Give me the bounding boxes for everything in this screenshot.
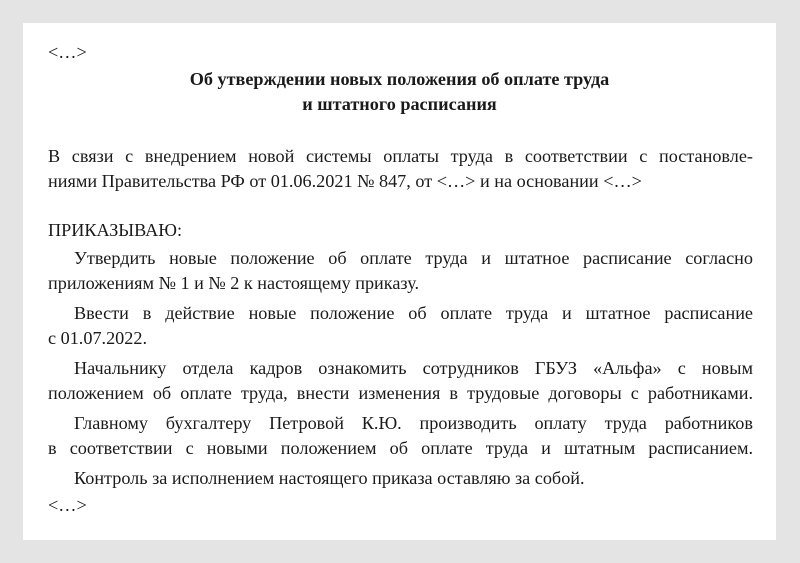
document-page <box>23 23 776 540</box>
ellipsis-bottom: <…> <box>48 495 87 515</box>
document-title-line-2: и штатного расписания <box>302 94 497 114</box>
item-1-line-2: приложениям № 1 и № 2 к настоящему приказу. <box>48 273 420 293</box>
item-2-line-2: с 01.07.2022. <box>48 328 148 348</box>
item-3-line-2: положением об оплате труда, внести изменения в трудовые договоры с работниками. <box>48 383 753 403</box>
order-word: ПРИКАЗЫВАЮ: <box>48 220 183 240</box>
preamble-line-1: В связи с внедрением новой системы оплаты труда в соответствии с постановле- <box>48 146 753 166</box>
item-2-line-1: Ввести в действие новые положение об оплате труда и штатное расписание <box>74 303 753 323</box>
ellipsis-top: <…> <box>48 42 87 62</box>
document-title-line-1: Об утверждении новых положения об оплате труда <box>189 69 610 89</box>
item-1-line-1: Утвердить новые положение об оплате труда и штатное расписание согласно <box>74 248 753 268</box>
item-3-line-1: Начальнику отдела кадров ознакомить сотрудников ГБУЗ «Альфа» с новым <box>74 358 753 378</box>
item-5-line-1: Контроль за исполнением настоящего приказа оставляю за собой. <box>74 468 585 488</box>
item-4-line-2: в соответствии с новыми положением об оплате труда и штатным расписанием. <box>48 438 753 458</box>
item-4-line-1: Главному бухгалтеру Петровой К.Ю. производить оплату труда работников <box>74 413 753 433</box>
preamble-line-2: ниями Правительства РФ от 01.06.2021 № 847, от <…> и на основании <…> <box>48 171 642 191</box>
